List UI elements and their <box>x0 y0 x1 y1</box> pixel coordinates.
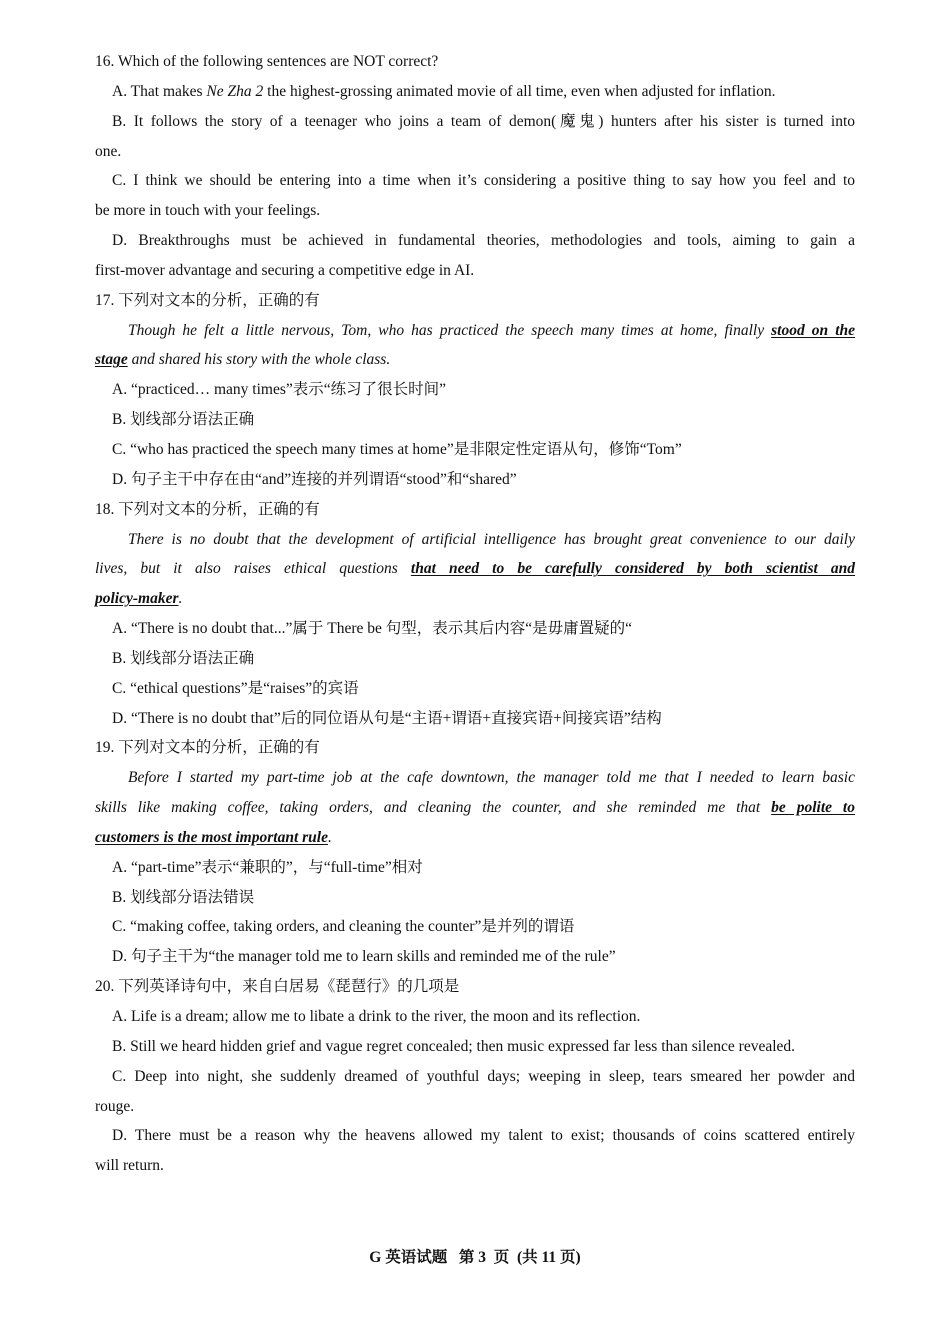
question-18-option-c: C. “ethical questions”是“raises”的宾语 <box>112 679 359 697</box>
passage-text: lives, but it also raises ethical questions <box>95 560 411 578</box>
question-19-option-a: A. “part-time”表示“兼职的”，与“full-time”相对 <box>112 858 423 876</box>
question-16-option-c: C. I think we should be entering into a time when it’s considering a positive thing to say how you feel and to <box>112 172 855 190</box>
question-18-option-d: D. “There is no doubt that”后的同位语从句是“主语+谓语+直接宾语+间接宾语”结构 <box>112 709 662 727</box>
question-16-option-d: D. Breakthroughs must be achieved in fundamental theories, methodologies and tools, aiming to gain a <box>112 232 855 250</box>
page-footer: G 英语试题 第 3 页 (共 11 页) <box>369 1249 581 1266</box>
question-17-passage <box>95 316 855 346</box>
question-18-stem: 18. 下列对文本的分析，正确的有 <box>95 500 320 518</box>
question-17-option-d: D. 句子主干中存在由“and”连接的并列谓语“stood”和“shared” <box>112 470 517 488</box>
question-20-option-d-cont: will return. <box>95 1157 164 1175</box>
question-16-stem: 16. Which of the following sentences are NOT correct? <box>95 53 439 70</box>
passage-text: . <box>178 590 183 608</box>
question-20-option-c: C. Deep into night, she suddenly dreamed of youthful days; weeping in sleep, tears smeared her powder and <box>112 1067 855 1085</box>
question-19-passage: Before I started my part-time job at the cafe downtown, the manager told me that I needed to learn basic <box>128 769 855 787</box>
question-19-option-c: C. “making coffee, taking orders, and cleaning the counter”是并列的谓语 <box>112 918 575 936</box>
question-17-stem: 17. 下列对文本的分析，正确的有 <box>95 291 320 309</box>
question-16-option-b: B. It follows the story of a teenager who joins a team of demon(魔鬼) hunters after his sister is turned into <box>112 112 855 130</box>
question-19-stem: 19. 下列对文本的分析，正确的有 <box>95 739 320 757</box>
question-17-option-b: B. 划线部分语法正确 <box>112 411 255 429</box>
underlined-text: that need to be carefully considered by both scientist and <box>410 560 856 578</box>
passage-text: . <box>327 828 332 846</box>
underlined-text: customers is the most important rule <box>95 828 328 846</box>
option-text: A. That makes <box>112 82 207 100</box>
question-18-passage: There is no doubt that the development of artificial intelligence has brought great convenience to our daily <box>128 530 855 548</box>
movie-title: Ne Zha 2 <box>206 82 264 100</box>
question-16-option-d-cont: first-mover advantage and securing a competitive edge in AI. <box>95 261 475 279</box>
question-17-option-a: A. “practiced… many times”表示“练习了很长时间” <box>112 381 447 399</box>
option-text: the highest-grossing animated movie of all time, even when adjusted for inflation. <box>263 82 776 100</box>
question-19-option-b: B. 划线部分语法错误 <box>112 888 255 906</box>
underlined-text: stage <box>95 351 128 369</box>
passage-text: skills like making coffee, taking orders, and cleaning the counter, and she reminded me that <box>95 799 772 817</box>
question-19-option-d: D. 句子主干为“the manager told me to learn skills and reminded me of the rule” <box>112 948 616 966</box>
question-17-option-c: C. “who has practiced the speech many times at home”是非限定性定语从句，修饰“Tom” <box>112 440 682 458</box>
question-20-option-d: D. There must be a reason why the heavens allowed my talent to exist; thousands of coins scattered entirely <box>112 1127 855 1145</box>
question-19-passage-end <box>95 823 855 853</box>
question-16-option-a <box>95 77 855 107</box>
question-18-passage-cont <box>95 554 855 584</box>
question-20-option-b: B. Still we heard hidden grief and vague regret concealed; then music expressed far less than silence revealed. <box>112 1037 796 1055</box>
question-20-option-a: A. Life is a dream; allow me to libate a drink to the river, the moon and its reflection. <box>112 1008 641 1025</box>
passage-text: Though he felt a little nervous, Tom, who has practiced the speech many times at home, finally <box>128 321 772 339</box>
underlined-text: be polite to <box>771 799 855 817</box>
question-18-option-a: A. “There is no doubt that...”属于 There be 句型，表示其后内容“是毋庸置疑的“ <box>112 620 633 638</box>
question-20-option-c-cont: rouge. <box>95 1097 135 1115</box>
question-16-option-b-cont: one. <box>95 142 122 160</box>
document-page <box>95 47 855 1181</box>
question-18-option-b: B. 划线部分语法正确 <box>112 649 255 667</box>
underlined-text: policy-maker <box>95 590 179 608</box>
passage-text: and shared his story with the whole class. <box>127 351 391 369</box>
underlined-text: stood on the <box>771 321 855 339</box>
question-19-passage-cont <box>95 793 855 823</box>
question-17-passage-cont <box>95 345 855 375</box>
question-20-stem: 20. 下列英译诗句中，来自白居易《琵琶行》的几项是 <box>95 978 460 996</box>
question-18-passage-end <box>95 584 855 614</box>
question-16-option-c-cont: be more in touch with your feelings. <box>95 202 321 220</box>
